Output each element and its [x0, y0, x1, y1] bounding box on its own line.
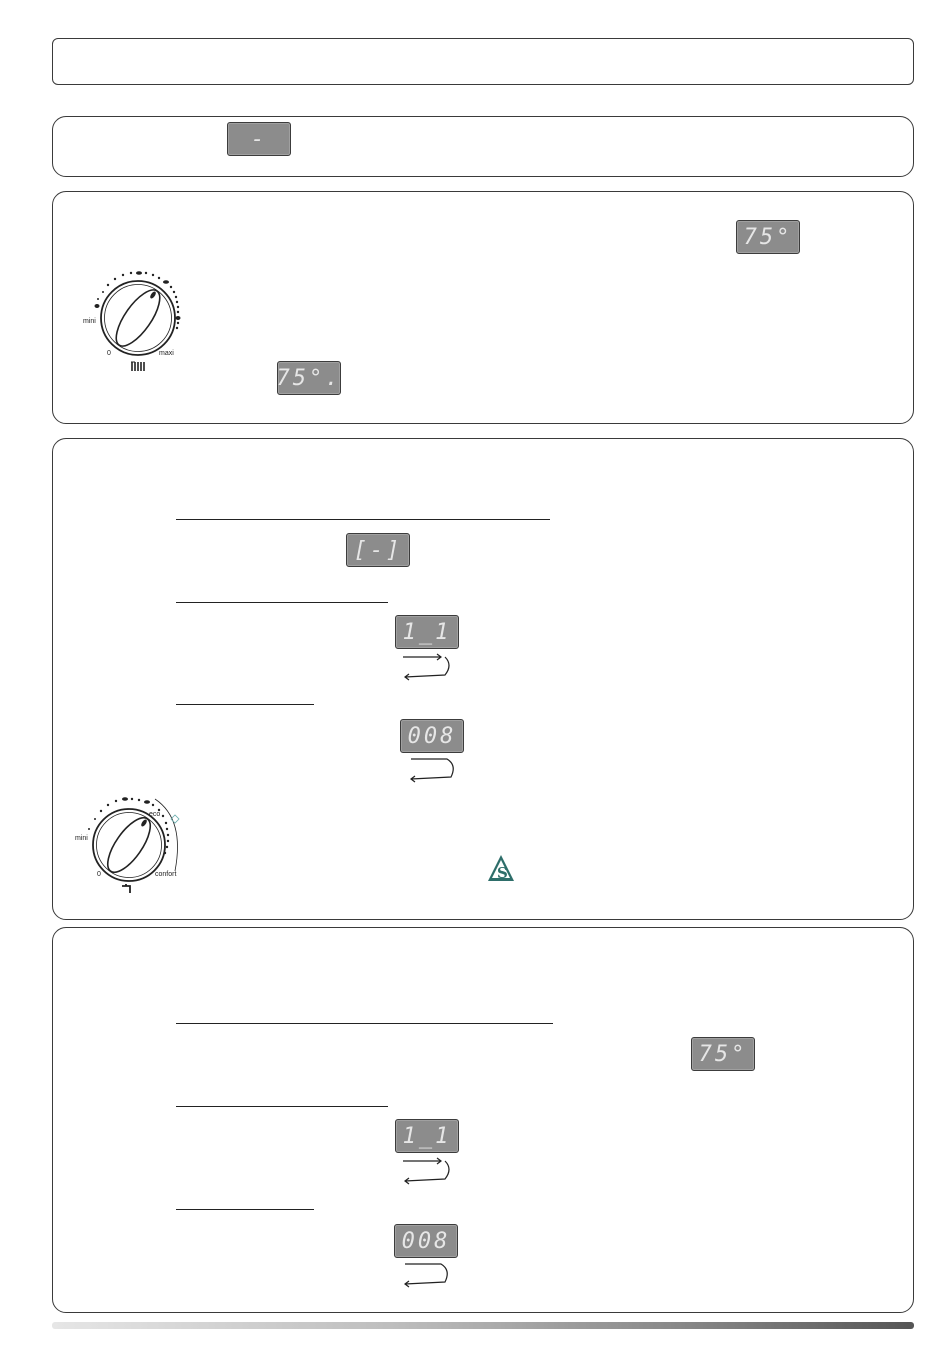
- lcd-counter-text: 008: [407, 723, 457, 749]
- panel-dhw-settings: [52, 438, 914, 920]
- lcd-mode-121-b-text: 1_1: [402, 1123, 452, 1149]
- cycle-arrows-icon: [401, 651, 457, 683]
- underline-5: [176, 1106, 388, 1107]
- heating-dial-min-label: mini: [83, 318, 96, 325]
- underline-3: [176, 704, 314, 705]
- dhw-dial-graphic: [75, 795, 193, 895]
- panel-heating: [52, 191, 914, 424]
- lcd-heating-temp-dot-text: 75°.: [276, 365, 342, 391]
- return-arrow-icon: [407, 755, 463, 787]
- lcd-mode-121: [395, 615, 459, 649]
- lcd-counter: [400, 719, 464, 753]
- footer-gradient-bar: [52, 1322, 914, 1329]
- lcd-heating-temp-text: 75°: [743, 224, 793, 250]
- dhw-dial-max-label: confort: [155, 871, 177, 878]
- lcd-heating-temp-dot: [277, 361, 341, 395]
- lcd-mode-121-text: 1_1: [402, 619, 452, 645]
- dhw-dial-min-label: mini: [75, 835, 88, 842]
- lcd-dash-text: -: [250, 126, 268, 152]
- cycle-arrows-icon-b: [401, 1155, 457, 1187]
- lcd-display-dash: [227, 122, 291, 156]
- header-panel: [52, 38, 914, 85]
- lcd-counter-b-text: 008: [401, 1228, 451, 1254]
- dhw-dial-zero-label: 0: [97, 871, 101, 878]
- lcd-heating-temp: [736, 220, 800, 254]
- svg-text:S: S: [497, 864, 508, 882]
- heating-dial-max-label: maxi: [159, 350, 174, 357]
- underline-4: [176, 1023, 553, 1024]
- panel-display-off: [52, 116, 914, 177]
- dhw-dial-eco-label: eco: [149, 811, 161, 818]
- panel-dhw-display: [52, 927, 914, 1313]
- underline-1: [176, 519, 550, 520]
- heating-dial-zero-label: 0: [107, 350, 111, 357]
- lcd-standby: [346, 533, 410, 567]
- radiator-icon: [131, 360, 145, 372]
- return-arrow-icon-b: [401, 1260, 457, 1292]
- lcd-dhw-temp: [691, 1037, 755, 1071]
- lcd-counter-b: [394, 1224, 458, 1258]
- tap-icon: [121, 883, 133, 895]
- dhw-dial[interactable]: [75, 795, 193, 895]
- triangle-s-warning-icon: [486, 853, 516, 883]
- lcd-standby-text: [-]: [353, 537, 403, 563]
- underline-2: [176, 602, 388, 603]
- heating-dial[interactable]: [83, 268, 193, 372]
- underline-6: [176, 1209, 314, 1210]
- lcd-dhw-temp-text: 75°: [698, 1041, 748, 1067]
- lcd-mode-121-b: [395, 1119, 459, 1153]
- heating-dial-graphic: [83, 268, 193, 372]
